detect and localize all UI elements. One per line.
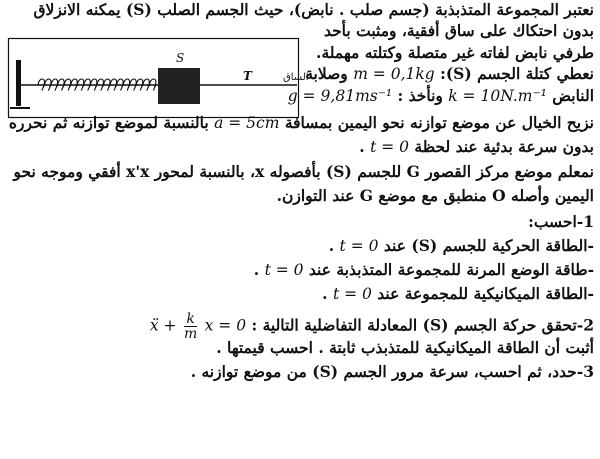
spring-word: النابض xyxy=(552,86,594,105)
question-2-line-1 xyxy=(150,312,594,341)
question-1b: -طاقة الوضع المرنة للمجموعة المتذبذبة عند t = 0 . xyxy=(253,260,594,279)
intro-line-2: بدون احتكاك على ساق أفقية، ومثبت بأحد xyxy=(323,21,594,40)
rod-label: الساق xyxy=(283,72,309,83)
question-1-title: 1-احسب: xyxy=(528,212,594,231)
equation-left: ẍ + xyxy=(149,316,177,335)
question-1a-time: t = 0 xyxy=(339,237,379,255)
intro-line-6 xyxy=(9,113,594,133)
question-2-line-2: أثبت أن الطاقة الميكانيكية للمتذبذب ثابتة . احسب قيمتها . xyxy=(216,338,594,357)
question-1c: -الطاقة الميكانيكية للمجموعة عند t = 0 . xyxy=(322,284,594,303)
wall-support xyxy=(16,60,21,106)
intro-line-1: نعتبر المجموعة المتذبذبة (جسم صلب . نابض)، حيث الجسم الصلب (S) يمكنه الانزلاق xyxy=(33,0,594,19)
displace-text: نزيح الخيال عن موضع توازنه نحو اليمين بمسافة xyxy=(284,113,594,132)
intro-line-9: اليمين وأصله O منطبق مع موضع G عند التوازن. xyxy=(276,186,594,205)
stiffness-intro: وصلابة xyxy=(305,64,348,83)
question-1a: -الطاقة الحركية للجسم (S) عند t = 0 . xyxy=(328,236,594,255)
mass-value: m = 0,1kg xyxy=(353,65,435,83)
question-1b-text: -طاقة الوضع المرنة للمجموعة المتذبذبة عند xyxy=(308,260,594,279)
amplitude-value: a = 5cm xyxy=(214,114,280,132)
solid-body-s xyxy=(158,68,200,104)
question-1a-text: -الطاقة الحركية للجسم (S) عند xyxy=(383,236,594,255)
question-2-text: 2-تحقق حركة الجسم (S) المعادلة التفاضلية التالية : xyxy=(251,315,594,335)
t0-value: t = 0 xyxy=(370,138,410,156)
mass-intro: نعطي كتلة الجسم (S): xyxy=(440,64,594,83)
equation-right: x = 0 xyxy=(204,316,247,335)
equation-fraction xyxy=(184,312,197,341)
differential-equation xyxy=(150,312,246,341)
question-1c-text: -الطاقة الميكانيكية للمجموعة عند xyxy=(377,284,594,303)
stiffness-value: k = 10N.m⁻¹ xyxy=(448,87,547,105)
body-label: S xyxy=(176,51,185,65)
t-label: T xyxy=(243,69,252,83)
question-1c-time: t = 0 xyxy=(332,285,372,303)
release-text: بالنسبة لموضع توازنه ثم نحرره xyxy=(8,113,209,132)
question-3-line-1: 3-حدد، ثم احسب، سرعة مرور الجسم (S) من موضع توازنه . xyxy=(190,362,594,381)
spring-mass-figure xyxy=(8,38,309,118)
intro-line-7: بدون سرعة بدئية عند لحظة t = 0 . xyxy=(359,137,594,156)
intro-line-3: طرفي نابض لفاته غير متصلة وكتلته مهملة. xyxy=(316,43,594,62)
take-word: ونأخذ : xyxy=(397,86,443,105)
intro-line-4 xyxy=(305,64,594,84)
figure-frame xyxy=(9,39,299,118)
no-speed-text: بدون سرعة بدئية عند لحظة xyxy=(414,137,594,156)
question-1b-time: t = 0 xyxy=(264,261,304,279)
spring-mass-diagram xyxy=(8,38,309,118)
gravity-value: g = 9,81ms⁻¹ xyxy=(287,87,393,105)
intro-line-8: نمعلم موضع مركز القصور G للجسم (S) بأفصوله x، بالنسبة لمحور x'x أفقي وموجه نحو xyxy=(13,162,594,181)
fraction-numerator: k xyxy=(184,312,197,327)
fraction-denominator: m xyxy=(183,326,198,342)
intro-line-5 xyxy=(288,86,594,106)
